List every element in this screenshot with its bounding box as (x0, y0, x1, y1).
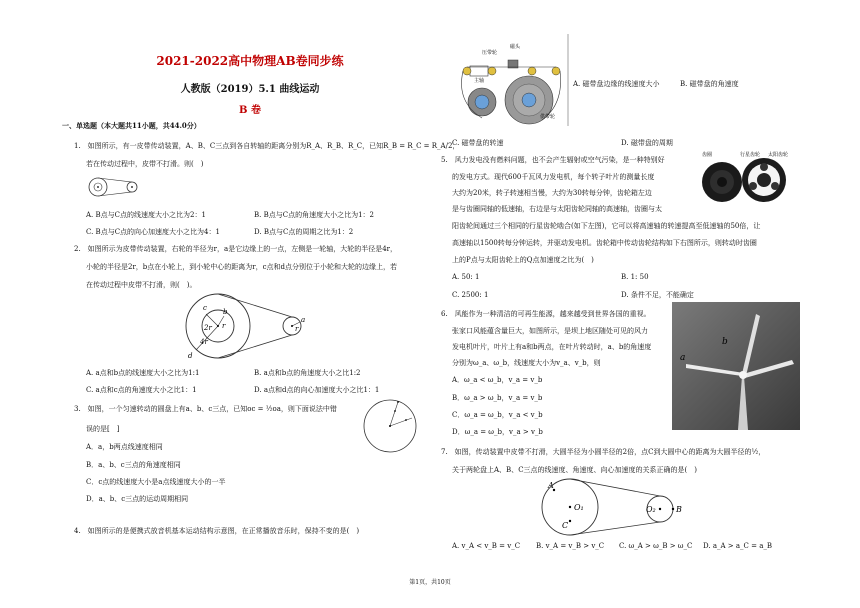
q6-stem-line2: 张家口风能蕴含量巨大，如图所示，是坝上地区随处可见的风力 (452, 327, 648, 335)
q3-option-d[interactable]: D．a、b、c三点的运动周期相同 (86, 495, 189, 503)
q5-stem-line4: 是与齿圈同轴的低速轴，右边是与太阳齿轮同轴的高速轴，齿圈与太 (452, 205, 662, 213)
q7-label-O2: O₂ (646, 505, 656, 514)
q6-option-d[interactable]: D．ω_a = ω_b，v_a > v_b (452, 428, 543, 436)
q4-label-capstan: 主轴 (474, 78, 485, 84)
q1-option-c[interactable]: C. B点与C点的向心加速度大小之比为4：1 (86, 228, 220, 236)
page-title: 2021-2022高中物理AB卷同步练 (156, 54, 344, 68)
q5-option-d[interactable]: D. 条件不足，不能确定 (621, 291, 694, 299)
q7-stem-line1: 7. 如图，传动装置中皮带不打滑，大圆半径为小圆半径的2倍，点C到大圆中心的距离为大圆半径的½， (441, 448, 766, 456)
q6-stem-line3: 发电机叶片，叶片上有a和b两点，在叶片转动时，a、b的角速度 (452, 343, 652, 351)
q2-label-b: b (223, 308, 228, 316)
q5-stem-line2: 的发电方式。现代600千瓦风力发电机，每个转子叶片的测量长度 (452, 173, 655, 181)
q5-stem-line5: 阳齿轮间通过三个相同的行星齿轮啮合(如下左图)，它可以将高速轴的转速提高至低速轴的50倍，让 (452, 222, 761, 230)
q2-option-c[interactable]: C. a点和c点的角速度大小之比1：1 (86, 386, 197, 394)
q5-option-b[interactable]: B. 1: 50 (621, 273, 649, 281)
paper-label: B 卷 (239, 105, 261, 116)
q4-option-a[interactable]: A. 磁带盘边缘的线速度大小 (573, 80, 660, 88)
q3-option-b[interactable]: B．a、b、c三点的角速度相同 (86, 461, 181, 469)
q5-option-c[interactable]: C. 2500: 1 (452, 291, 489, 299)
q4-option-c[interactable]: C. 磁带盘的转速 (452, 139, 504, 147)
q6-label-b: b (722, 337, 728, 347)
q7-label-B: B (676, 505, 682, 514)
q5-label-ring-gear: 齿圈 (702, 152, 713, 158)
q4-option-d[interactable]: D. 磁带盘的周期 (621, 139, 673, 147)
q4-stem: 4. 如图所示的是便携式放音机基本运动结构示意图，在正常播放音乐时，保持不变的是( ) (74, 527, 360, 535)
q2-label-4r: 4r (200, 338, 208, 346)
q2-label-a: a (301, 316, 306, 324)
q1-option-a[interactable]: A. B点与C点的线速度大小之比为2：1 (86, 211, 206, 219)
q7-option-b[interactable]: B. v_A = v_B > v_C (536, 542, 605, 550)
q5-stem-line3: 大约为20米，转子转速相当慢，大约为30转每分钟，齿轮箱左边 (452, 189, 652, 197)
q6-stem-line1: 6. 风能作为一种清洁的可再生能源，越来越受到世界各国的重视。 (441, 310, 651, 318)
q4-label-supply-reel: 供带轮 (540, 114, 556, 120)
q4-label-pressure-roller: 压带轮 (482, 50, 498, 56)
q7-label-C: C (562, 521, 569, 530)
q2-stem-line2: 小轮的半径是2r，b点在小轮上，到小轮中心的距离为r，c点和d点分别位于小轮和大轮的边缘上，若 (86, 263, 398, 271)
q2-option-a[interactable]: A. a点和b点的线速度大小之比为1:1 (86, 369, 200, 377)
section-heading: 一、单选题（本大题共11小题，共44.0分） (62, 121, 201, 130)
q2-option-d[interactable]: D. a点和d点的向心加速度大小之比1：1 (254, 386, 380, 394)
q3-stem-line2: 误的是[ ] (86, 425, 120, 433)
q5-stem-line1: 5. 风力发电没有燃料问题，也不会产生辐射或空气污染，是一种特别好 (441, 156, 665, 164)
q6-wind-turbine-photo (672, 302, 800, 430)
q2-label-2r: 2r (204, 324, 212, 332)
q1-belt-diagram (86, 176, 146, 198)
q4-option-b[interactable]: B. 磁带盘的角速度 (680, 80, 739, 88)
q3-option-a[interactable]: A．a，b两点线速度相同 (86, 443, 163, 451)
q6-option-a[interactable]: A．ω_a < ω_b，v_a = v_b (452, 376, 543, 384)
q3-disc-diagram (362, 398, 418, 454)
page-footer: 第1页，共10页 (409, 579, 451, 586)
q2-label-r-left: r (222, 322, 226, 330)
q7-option-a[interactable]: A. v_A < v_B = v_C (452, 542, 521, 550)
q2-belt-diagram (176, 292, 316, 362)
q5-stem-line7: 上的P点与太阳齿轮上的Q点加速度之比为( ) (452, 256, 594, 264)
q2-label-r-right: r (295, 325, 299, 333)
q5-gearbox-diagram (696, 148, 792, 206)
q5-label-planet-gear: 行星齿轮 (740, 152, 761, 158)
page-subtitle: 人教版（2019）5.1 曲线运动 (180, 84, 320, 95)
q2-label-d: d (188, 352, 193, 360)
q4-tape-player-diagram (452, 34, 570, 126)
q7-belt-diagram (540, 476, 692, 538)
q1-stem-line1: 1. 如图所示，有一皮带传动装置，A、B、C三点到各自转轴的距离分别为R_A、R_B、R_C，已知R_B = R_C = R_A/2， (74, 142, 460, 150)
q1-option-d[interactable]: D. B点与C点的周期之比为1：2 (254, 228, 354, 236)
q1-stem-line2: 若在传动过程中，皮带不打滑。则( ) (86, 160, 204, 168)
q4-label-head: 磁头 (510, 44, 521, 50)
q2-stem-line3: 在传动过程中皮带不打滑，则( )。 (86, 281, 197, 289)
q6-label-a: a (680, 353, 686, 363)
q7-option-d[interactable]: D. a_A > a_C = a_B (703, 542, 773, 550)
q6-option-b[interactable]: B．ω_a > ω_b，v_a = v_b (452, 394, 543, 402)
q3-option-c[interactable]: C．c点的线速度大小是a点线速度大小的一半 (86, 478, 226, 486)
q5-stem-line6: 高速轴以1500转每分钟运转，并驱动发电机。齿轮箱中传动齿轮结构如下右图所示，则转动时齿圈 (452, 239, 757, 247)
q2-label-c: c (203, 304, 207, 312)
q6-option-c[interactable]: C．ω_a = ω_b，v_a < v_b (452, 411, 543, 419)
q1-option-b[interactable]: B. B点与C点的角速度大小之比为1：2 (254, 211, 375, 219)
q3-stem-line1: 3. 如图，一个匀速转动的圆盘上有a、b、c三点，已知oc = ½oa，则下面说法中错 (74, 405, 337, 413)
q7-label-A: A (548, 481, 554, 490)
q5-option-a[interactable]: A. 50: 1 (452, 273, 480, 281)
q7-option-c[interactable]: C. ω_A > ω_B > ω_C (619, 542, 693, 550)
q2-option-b[interactable]: B. a点和b点的角速度大小之比1:2 (254, 369, 361, 377)
q2-stem-line1: 2. 如图所示为皮带传动装置，右轮的半径为r，a是它边缘上的一点，左侧是一轮轴，大轮的半径是4r， (74, 245, 397, 253)
q7-stem-line2: 关于两轮盘上A、B、C三点的线速度、角速度、向心加速度的关系正确的是( ) (452, 466, 698, 474)
q7-label-O1: O₁ (574, 503, 584, 512)
q6-stem-line4: 分别为ω_a、ω_b，线速度大小为v_a、v_b，则 (452, 359, 601, 367)
q5-label-sun-gear: 太阳齿轮 (768, 152, 789, 158)
